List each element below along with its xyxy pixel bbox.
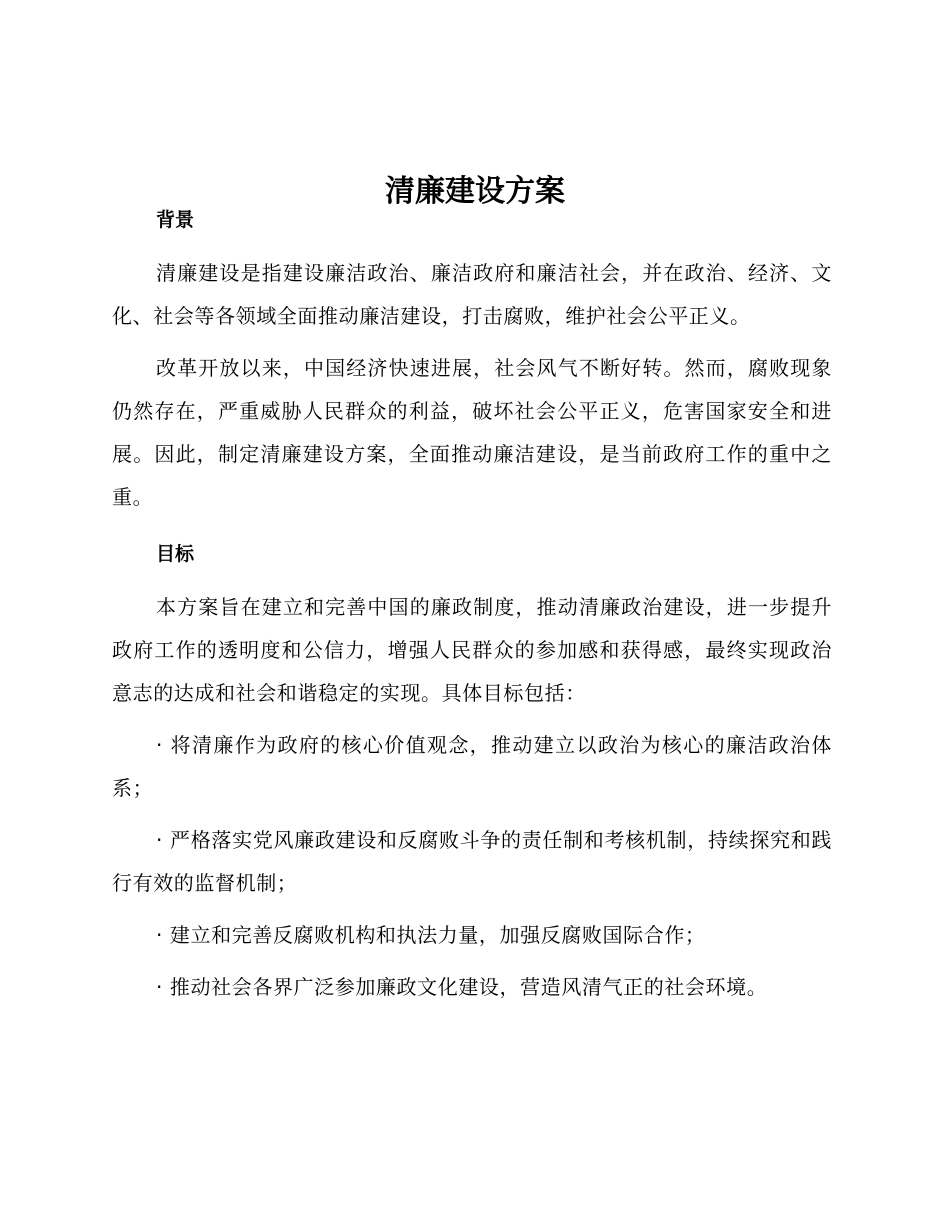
goal-list-item: · 推动社会各界广泛参加廉政文化建设，营造风清气正的社会环境。 <box>156 975 768 999</box>
paragraph: 本方案旨在建立和完善中国的廉政制度，推动清廉政治建设，进一步提升政府工作的透明度和公信力，增强人民群众的参加感和获得感，最终实现政治意志的达成和社会和谐稳定的实现。具体目标包括： <box>112 595 832 705</box>
paragraph: 清廉建设是指建设廉洁政治、廉洁政府和廉洁社会，并在政治、经济、文化、社会等各领域全面推动廉洁建设，打击腐败，维护社会公平正义。 <box>112 261 832 328</box>
goal-list-item: · 严格落实党风廉政建设和反腐败斗争的责任制和考核机制，持续探究和践行有效的监督机制； <box>112 828 832 895</box>
paragraph: 改革开放以来，中国经济快速进展，社会风气不断好转。然而，腐败现象仍然存在，严重威胁人民群众的利益，破坏社会公平正义，危害国家安全和进展。因此，制定清廉建设方案，全面推动廉洁建设，是当前政府工作的重中之重。 <box>112 356 832 509</box>
document-title: 清廉建设方案 <box>385 174 565 210</box>
goal-list-item: · 建立和完善反腐败机构和执法力量，加强反腐败国际合作； <box>156 923 706 947</box>
document-body <box>112 201 832 1009</box>
section-goals <box>112 535 832 1009</box>
section-heading-background: 背景 <box>156 209 195 231</box>
section-background <box>112 201 832 519</box>
section-heading-goals: 目标 <box>156 543 195 565</box>
goal-list-item: · 将清廉作为政府的核心价值观念，推动建立以政治为核心的廉洁政治体系； <box>112 733 832 800</box>
